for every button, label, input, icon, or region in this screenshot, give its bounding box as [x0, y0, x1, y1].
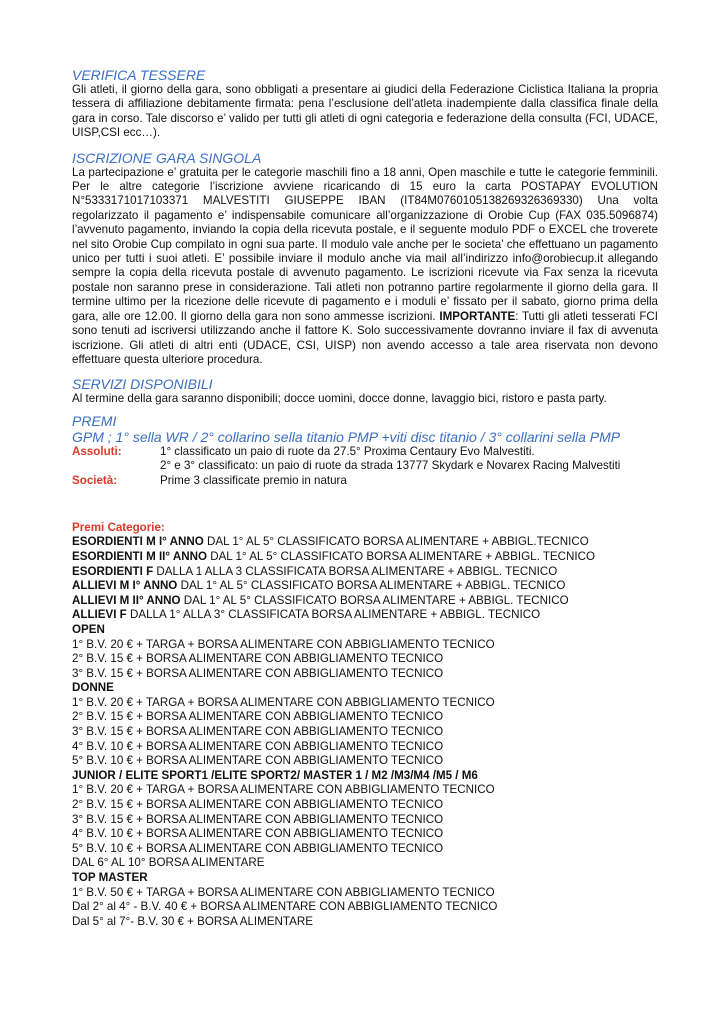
section-body: [72, 166, 658, 368]
section-title: ISCRIZIONE GARA SINGOLA: [72, 149, 262, 166]
societa-row: [72, 474, 658, 488]
section-servizi: [72, 377, 658, 406]
prize-line: 4° B.V. 10 € + BORSA ALIMENTARE CON ABBIGLIAMENTO TECNICO: [72, 827, 444, 841]
assoluti-row-2: [72, 459, 658, 473]
category-prize: DAL 1° AL 5° CLASSIFICATO BORSA ALIMENTARE + ABBIGL. TECNICO: [177, 579, 566, 593]
top-master-title: TOP MASTER: [72, 871, 148, 884]
prize-line: Dal 5° al 7°- B.V. 30 € + BORSA ALIMENTARE: [72, 914, 313, 928]
prize-line: 1° B.V. 20 € + TARGA + BORSA ALIMENTARE CON ABBIGLIAMENTO TECNICO: [72, 695, 495, 709]
esordienti-list: [72, 535, 658, 623]
assoluti-label: Assoluti:: [72, 444, 122, 458]
section-title: PREMI: [72, 412, 117, 429]
open-title: OPEN: [72, 622, 105, 636]
category-name: ESORDIENTI M I° ANNO: [72, 535, 204, 549]
prize-line: 1° B.V. 50 € + TARGA + BORSA ALIMENTARE CON ABBIGLIAMENTO TECNICO: [72, 885, 495, 899]
category-prize: DALLA 1 ALLA 3 CLASSIFICATA BORSA ALIMENTARE + ABBIGL. TECNICO: [153, 564, 558, 578]
societa-label: Società:: [72, 473, 118, 487]
gpm-line: GPM ; 1° sella WR / 2° collarino sella titanio PMP +viti disc titanio / 3° collarini sella PMP: [72, 428, 621, 445]
category-name: ESORDIENTI M II° ANNO: [72, 549, 207, 563]
donne-title: DONNE: [72, 681, 114, 695]
category-name: ALLIEVI F: [72, 608, 127, 622]
section-body: Al termine della gara saranno disponibili; docce uomini, docce donne, lavaggio bici, ristoro e pasta party.: [72, 392, 607, 406]
category-name: ESORDIENTI F: [72, 564, 154, 578]
prize-line: DAL 6° AL 10° BORSA ALIMENTARE: [72, 856, 265, 870]
assoluti-first: 1° classificato un paio di ruote da 27.5° Proxima Centaury Evo Malvestiti.: [160, 444, 535, 458]
important-label: IMPORTANTE: [439, 309, 516, 323]
assoluti-row: [72, 445, 658, 459]
category-prize: DAL 1° AL 5° CLASSIFICATO BORSA ALIMENTARE + ABBIGL.TECNICO: [203, 535, 589, 549]
category-name: ALLIEVI M I° ANNO: [72, 579, 178, 593]
section-iscrizione: [72, 151, 658, 368]
section-title: VERIFICA TESSERE: [72, 67, 206, 83]
prize-line: 1° B.V. 20 € + TARGA + BORSA ALIMENTARE CON ABBIGLIAMENTO TECNICO: [72, 783, 495, 797]
section-categorie: [72, 521, 658, 929]
prize-line: 5° B.V. 10 € + BORSA ALIMENTARE CON ABBIGLIAMENTO TECNICO: [72, 754, 444, 768]
prize-line: 3° B.V. 15 € + BORSA ALIMENTARE CON ABBIGLIAMENTO TECNICO: [72, 812, 444, 826]
prize-line: 3° B.V. 15 € + BORSA ALIMENTARE CON ABBIGLIAMENTO TECNICO: [72, 666, 444, 680]
section-body: Gli atleti, il giorno della gara, sono obbligati a presentare ai giudici della Federazione Ciclistica Italiana la propria tessera di affiliazione debitamente firmata: pena l’esclusione dell’atleta inadempiente dalla classifica finale della gara in corso. Tale discorso e’ valido per tutti gli atleti di ogni categoria e federazione della consulta (FCI, UDACE, UISP,CSI ecc…).: [72, 83, 658, 140]
prize-line: 2° B.V. 15 € + BORSA ALIMENTARE CON ABBIGLIAMENTO TECNICO: [72, 798, 444, 812]
societa-value: Prime 3 classificate premio in natura: [160, 473, 347, 487]
prize-line: 5° B.V. 10 € + BORSA ALIMENTARE CON ABBIGLIAMENTO TECNICO: [72, 841, 444, 855]
section-verifica-tessere: [72, 68, 658, 141]
body-text: : Tutti gli atleti tesserati FCI sono tenuti ad iscriversi utilizzando anche il fattore K. Solo successivamente dovranno inviare il fax di avvenuta iscrizione. Gli atleti di altri enti (UDACE, CSI, UISP) non avendo accesso a tale area riservata non devono effettuare questa ulteriore procedura.: [72, 309, 658, 366]
prize-line: 4° B.V. 10 € + BORSA ALIMENTARE CON ABBIGLIAMENTO TECNICO: [72, 739, 444, 753]
category-line: [72, 594, 658, 609]
body-text: La partecipazione e’ gratuita per le categorie maschili fino a 18 anni, Open maschile e tutte le categorie femminili. Per le altre categorie l’iscrizione avviene ricaricando di 15 euro la carta POSTAPAY EVOLUTION N°5333171017103371 MALVESTITI GIUSEPPE IBAN (IT84M0760105138269326369330) Una volta regolarizzato il pagamento e’ indispensabile comunicare all’organizzazione di Orobie Cup (FAX 035.5096874) l’avvenuto pagamento, inviando la copia della ricevuta postale, e il seguente modulo PDF o EXCEL che troverete nel sito Orobie Cup compilato in ogni sua parte. Il modulo vale anche per le societa’ che effettuano un pagamento unico per tutti i suoi atleti. E’ possibile inviare il modulo anche via mail all’indirizzo info@orobiecup.it allegando sempre la copia della ricevuta postale di avvenuto pagamento. Le iscrizioni ricevute via Fax senza la ricevuta postale non saranno prese in considerazione. Tali atleti non potranno partire regolarmente il giorno della gara. Il termine ultimo per la ricezione delle ricevute di pagamento e i moduli e’ fissato per il sabato, giorno prima della gara, alle ore 12.00. Il giorno della gara non sono ammesse iscrizioni.: [72, 165, 658, 323]
assoluti-second: 2° e 3° classificato: un paio di ruote da strada 13777 Skydark e Novarex Racing Malvestiti: [160, 459, 621, 473]
category-prize: DALLA 1° ALLA 3° CLASSIFICATA BORSA ALIMENTARE + ABBIGL. TECNICO: [126, 608, 541, 622]
categorie-title: Premi Categorie:: [72, 520, 165, 534]
junior-title: JUNIOR / ELITE SPORT1 /ELITE SPORT2/ MASTER 1 / M2 /M3/M4 /M5 / M6: [72, 768, 478, 782]
category-line: [72, 565, 658, 580]
prize-line: Dal 2° al 4° - B.V. 40 € + BORSA ALIMENTARE CON ABBIGLIAMENTO TECNICO: [72, 900, 498, 914]
document-page: [72, 68, 658, 929]
category-prize: DAL 1° AL 5° CLASSIFICATO BORSA ALIMENTARE + ABBIGL. TECNICO: [206, 549, 595, 563]
category-name: ALLIEVI M II° ANNO: [72, 593, 181, 607]
prize-line: 1° B.V. 20 € + TARGA + BORSA ALIMENTARE CON ABBIGLIAMENTO TECNICO: [72, 637, 495, 651]
category-line: [72, 579, 658, 594]
category-line: [72, 608, 658, 623]
category-prize: DAL 1° AL 5° CLASSIFICATO BORSA ALIMENTARE + ABBIGL. TECNICO: [180, 593, 569, 607]
category-line: [72, 550, 658, 565]
section-premi: [72, 413, 658, 488]
category-line: [72, 535, 658, 550]
assoluti-value: [160, 445, 658, 459]
prize-line: 2° B.V. 15 € + BORSA ALIMENTARE CON ABBIGLIAMENTO TECNICO: [72, 710, 444, 724]
prize-line: 3° B.V. 15 € + BORSA ALIMENTARE CON ABBIGLIAMENTO TECNICO: [72, 725, 444, 739]
section-title: SERVIZI DISPONIBILI: [72, 376, 213, 393]
prize-line: 2° B.V. 15 € + BORSA ALIMENTARE CON ABBIGLIAMENTO TECNICO: [72, 652, 444, 666]
